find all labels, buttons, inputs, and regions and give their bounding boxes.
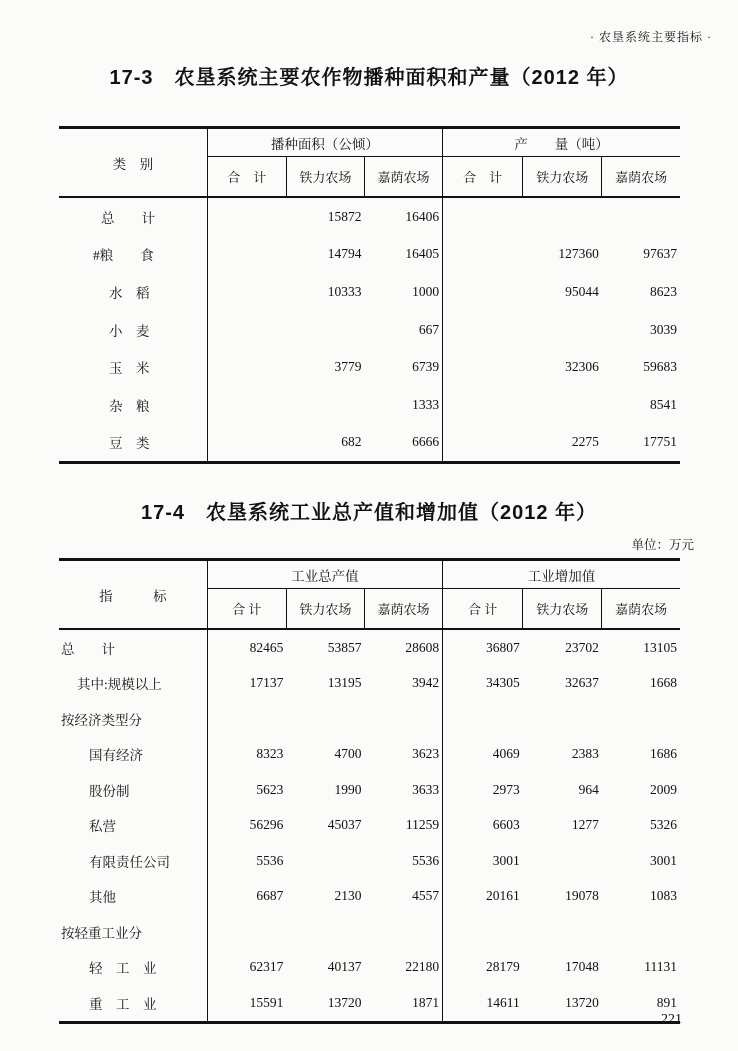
cell-value: 2009 [650,781,677,797]
col-header-jiayin-farm-1: 嘉荫农场 [364,589,442,630]
row-label: 豆 类 [59,424,207,463]
cell-value [523,311,602,349]
row-label: 其他 [59,879,207,915]
col-header-tieli-farm-2: 铁力农场 [523,589,602,630]
cell-value: 19078 [565,888,599,904]
cell-value: 17048 [565,959,599,975]
table-row [59,701,680,737]
cell-value [602,701,680,737]
cell-value: 28179 [485,959,520,975]
row-label: 总 计 [59,629,207,666]
cell-value: 97637 [643,246,677,262]
cell-value: 13720 [565,994,599,1010]
cell-value: 36807 [485,639,520,655]
cell-value [207,701,286,737]
cell-value: 1277 [571,817,599,833]
col-header-tieli-farm-1: 铁力农场 [286,157,364,198]
col-header-jiayin-farm-1: 嘉荫农场 [364,157,442,198]
group-header-added-value: 工业增加值 [443,560,680,589]
cell-value [207,348,286,386]
row-label: 按经济类型分 [59,701,207,737]
cell-value: 11131 [644,959,677,975]
cell-value [286,311,364,349]
cell-value: 4700 [334,746,362,762]
cell-value: 17751 [643,434,677,450]
cell-value [286,386,364,424]
cell-value: 6666 [364,424,442,463]
cell-value [286,914,364,950]
group-header-output: 产 量（吨） [443,128,680,157]
row-label: 玉 米 [59,348,207,386]
cell-value: 15591 [249,994,284,1010]
cell-value [443,273,523,311]
table-row [59,808,680,844]
row-label: #粮 食 [59,236,207,274]
cell-value: 5536 [256,852,284,868]
cell-value [286,701,364,737]
cell-value: 1333 [364,386,442,424]
table-17-4-title: 17-4 农垦系统工业总产值和增加值（2012 年） [140,502,598,524]
cell-value [523,701,602,737]
cell-value [523,843,602,879]
cell-value [207,197,286,236]
cell-value [523,914,602,950]
cell-value: 2130 [334,888,362,904]
cell-value: 4557 [364,879,442,915]
cell-value: 1871 [364,985,442,1022]
cell-value [207,236,286,274]
col-header-tieli-farm-1: 铁力农场 [286,589,364,630]
col-header-jiayin-farm-2: 嘉荫农场 [602,157,680,198]
cell-value [523,197,602,236]
table-row [59,950,680,986]
cell-value: 1000 [364,273,442,311]
cell-value: 3623 [364,737,442,773]
table-row [59,843,680,879]
row-label: 小 麦 [59,311,207,349]
cell-value: 4069 [492,746,520,762]
row-label: 杂 粮 [59,386,207,424]
cell-value [207,424,286,463]
page-number: 221 [661,1012,682,1027]
cell-value: 891 [656,994,677,1010]
cell-value: 20161 [485,888,520,904]
cell-value: 13195 [327,675,362,691]
cell-value: 6603 [492,817,520,833]
cell-value: 59683 [643,359,677,375]
cell-value [207,386,286,424]
table-row [59,985,680,1022]
cell-value: 28608 [364,629,442,666]
table-row [59,772,680,808]
cell-value: 5326 [650,817,677,833]
cell-value: 16406 [364,197,442,236]
row-label: 轻 工 业 [59,950,207,986]
cell-value: 1668 [650,675,677,691]
industry-output-value-table [59,558,680,1024]
crops-table-body [59,197,680,463]
cell-value [602,914,680,950]
cell-value: 11259 [364,808,442,844]
cell-value: 53857 [327,639,362,655]
table-group-header-row [59,560,680,589]
row-label: 按轻重工业分 [59,914,207,950]
cell-value: 3001 [492,852,520,868]
stub-header-category: 类 别 [59,128,207,198]
row-label: 总 计 [59,197,207,236]
cell-value [602,197,680,236]
cell-value: 13105 [643,639,677,655]
table-row [59,879,680,915]
cell-value: 6687 [256,888,284,904]
group-header-sown-area: 播种面积（公倾） [207,128,442,157]
cell-value: 3779 [334,359,362,375]
cell-value [207,273,286,311]
cell-value: 6739 [364,348,442,386]
table-17-3-title: 17-3 农垦系统主要农作物播种面积和产量（2012 年） [109,67,629,89]
row-label: 有限责任公司 [59,843,207,879]
col-header-total-2: 合 计 [443,157,523,198]
col-header-jiayin-farm-2: 嘉荫农场 [602,589,680,630]
cell-value [443,311,523,349]
cell-value [443,236,523,274]
table-row [59,424,680,463]
unit-note: 单位：万元 [631,538,694,552]
row-label: 其中:规模以上 [59,666,207,702]
cell-value [286,843,364,879]
cell-value [443,701,523,737]
cell-value: 1083 [650,888,677,904]
cell-value: 56296 [249,817,284,833]
cell-value: 2383 [571,746,599,762]
table-row [59,273,680,311]
cell-value: 3942 [364,666,442,702]
row-label: 国有经济 [59,737,207,773]
cell-value [523,386,602,424]
cell-value [443,914,523,950]
table-row [59,629,680,666]
cell-value: 682 [341,434,362,450]
table-group-header-row [59,128,680,157]
cell-value: 15872 [327,208,362,224]
cell-value: 34305 [485,675,520,691]
cell-value [364,701,442,737]
cell-value [443,348,523,386]
cell-value: 13720 [327,994,362,1010]
cell-value: 40137 [327,959,362,975]
row-label: 股份制 [59,772,207,808]
cell-value: 964 [578,781,599,797]
table-row [59,311,680,349]
cell-value: 8323 [256,746,284,762]
cell-value: 14611 [486,994,520,1010]
cell-value: 32637 [565,675,599,691]
cell-value [443,197,523,236]
cell-value: 667 [364,311,442,349]
col-header-total-1: 合 计 [207,157,286,198]
cell-value: 62317 [249,959,284,975]
cell-value: 16405 [364,236,442,274]
col-header-total-1: 合 计 [207,589,286,630]
cell-value [364,914,442,950]
table-row [59,737,680,773]
cell-value: 10333 [327,283,362,299]
col-header-total-2: 合 计 [443,589,523,630]
cell-value: 95044 [565,283,599,299]
cell-value: 2973 [492,781,520,797]
cell-value: 8541 [650,396,677,412]
table-row [59,914,680,950]
running-head: · 农垦系统主要指标 · [590,30,712,44]
cell-value: 3039 [650,321,677,337]
table-row [59,197,680,236]
cell-value: 1686 [650,746,677,762]
cell-value: 22180 [364,950,442,986]
cell-value: 8623 [650,283,677,299]
cell-value: 5536 [364,843,442,879]
cell-value: 2275 [571,434,599,450]
cell-value [443,424,523,463]
group-header-gross-output: 工业总产值 [207,560,442,589]
row-label: 私营 [59,808,207,844]
cell-value: 14794 [327,246,362,262]
crops-sown-area-output-table [59,126,680,464]
table-row [59,236,680,274]
cell-value: 3001 [650,852,677,868]
industry-table-body [59,629,680,1022]
cell-value: 45037 [327,817,362,833]
cell-value: 82465 [249,639,284,655]
row-label: 水 稻 [59,273,207,311]
row-label: 重 工 业 [59,985,207,1022]
col-header-tieli-farm-2: 铁力农场 [523,157,602,198]
cell-value: 32306 [565,359,599,375]
cell-value: 3633 [364,772,442,808]
cell-value: 5623 [256,781,284,797]
cell-value [207,311,286,349]
cell-value: 23702 [565,639,599,655]
stub-header-indicator: 指 标 [59,560,207,630]
cell-value: 127360 [558,246,599,262]
cell-value: 17137 [249,675,284,691]
cell-value [207,914,286,950]
table-row [59,348,680,386]
cell-value: 1990 [334,781,362,797]
table-row [59,666,680,702]
table-row [59,386,680,424]
cell-value [443,386,523,424]
